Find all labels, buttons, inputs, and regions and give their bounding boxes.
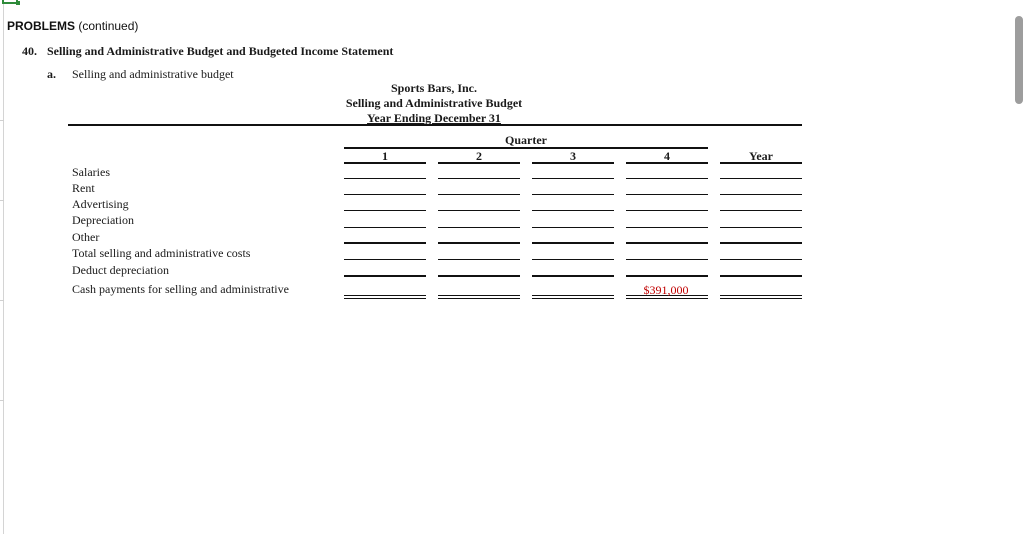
cell-entry-line[interactable] (438, 295, 520, 296)
column-header-underline (626, 162, 708, 164)
cell-entry-line[interactable] (720, 210, 802, 211)
cell-entry-line[interactable] (626, 259, 708, 260)
cell-entry-line[interactable] (344, 295, 426, 296)
row-label-depreciation: Depreciation (72, 213, 134, 227)
cell-entry-line[interactable] (720, 178, 802, 179)
row-label-other: Other (72, 230, 100, 244)
column-header-underline (438, 162, 520, 164)
cell-entry-line[interactable] (532, 275, 614, 277)
cell-entry-line[interactable] (438, 298, 520, 299)
column-header-q4: 4 (664, 149, 670, 163)
cell-entry-line[interactable] (720, 227, 802, 228)
cell-entry-line[interactable] (344, 194, 426, 195)
cell-entry-line[interactable] (532, 295, 614, 296)
cell-entry-line[interactable] (438, 227, 520, 228)
grid-row-line (0, 400, 4, 401)
row-label-advertising: Advertising (72, 197, 129, 211)
problem-number: 40. (22, 44, 37, 58)
column-header-q3: 3 (570, 149, 576, 163)
cell-entry-line[interactable] (720, 298, 802, 299)
section-heading (7, 19, 138, 33)
cell-entry-line[interactable] (720, 259, 802, 260)
cell-entry-line[interactable] (438, 242, 520, 244)
cell-entry-line[interactable] (626, 210, 708, 211)
cell-entry-line[interactable] (626, 298, 708, 299)
problem-title: Selling and Administrative Budget and Budgeted Income Statement (47, 44, 394, 58)
cell-entry-line[interactable] (532, 298, 614, 299)
grid-row-line (0, 300, 4, 301)
cell-entry-line[interactable] (438, 259, 520, 260)
section-heading-label: PROBLEMS (7, 19, 76, 33)
cash-payment-q4-value[interactable]: $391,000 (643, 283, 689, 297)
cell-entry-line[interactable] (344, 227, 426, 228)
budget-title: Selling and Administrative Budget (345, 96, 523, 110)
column-header-underline (344, 162, 426, 164)
cell-entry-line[interactable] (438, 178, 520, 179)
cell-entry-line[interactable] (344, 178, 426, 179)
cell-entry-line[interactable] (626, 242, 708, 244)
column-header-underline (532, 162, 614, 164)
cell-entry-line[interactable] (344, 275, 426, 277)
cell-entry-line[interactable] (626, 178, 708, 179)
cell-entry-line[interactable] (344, 298, 426, 299)
budget-period-text: Year Ending December 31 (367, 111, 501, 125)
cell-entry-line[interactable] (532, 242, 614, 244)
cell-entry-line[interactable] (626, 275, 708, 277)
selection-fill-handle[interactable] (16, 1, 20, 5)
cell-entry-line[interactable] (532, 259, 614, 260)
quarter-label: Quarter (505, 133, 547, 147)
column-header-q1: 1 (382, 149, 388, 163)
row-label-salaries: Salaries (72, 165, 110, 179)
column-header-q2: 2 (476, 149, 482, 163)
cell-entry-line[interactable] (532, 210, 614, 211)
column-header-year: Year (749, 149, 773, 163)
grid-row-line (0, 120, 4, 121)
grid-row-line (0, 200, 4, 201)
cell-entry-line[interactable] (720, 242, 802, 244)
cell-entry-line[interactable] (438, 194, 520, 195)
section-heading-suffix: (continued) (78, 19, 139, 33)
cell-entry-line[interactable] (720, 194, 802, 195)
cell-entry-line[interactable] (720, 275, 802, 277)
cell-entry-line[interactable] (626, 227, 708, 228)
grid-column-line (3, 0, 4, 534)
row-label-total-costs: Total selling and administrative costs (72, 246, 251, 260)
column-header-underline (720, 162, 802, 164)
part-letter: a. (47, 67, 56, 81)
cell-entry-line[interactable] (626, 194, 708, 195)
table-top-rule (68, 124, 802, 126)
company-name: Sports Bars, Inc. (390, 81, 477, 95)
cell-entry-line[interactable] (438, 275, 520, 277)
row-label-rent: Rent (72, 181, 95, 195)
part-title: Selling and administrative budget (72, 67, 234, 81)
cell-entry-line[interactable] (532, 178, 614, 179)
cell-entry-line[interactable] (344, 210, 426, 211)
cell-entry-line[interactable] (344, 242, 426, 244)
vertical-scrollbar[interactable] (1015, 16, 1023, 104)
cell-entry-line[interactable] (720, 295, 802, 296)
cell-entry-line[interactable] (532, 194, 614, 195)
cell-entry-line[interactable] (438, 210, 520, 211)
cell-entry-line[interactable] (532, 227, 614, 228)
row-label-deduct-depreciation: Deduct depreciation (72, 263, 169, 277)
cell-entry-line[interactable] (344, 259, 426, 260)
row-label-cash-payments: Cash payments for selling and administrative (72, 282, 289, 296)
